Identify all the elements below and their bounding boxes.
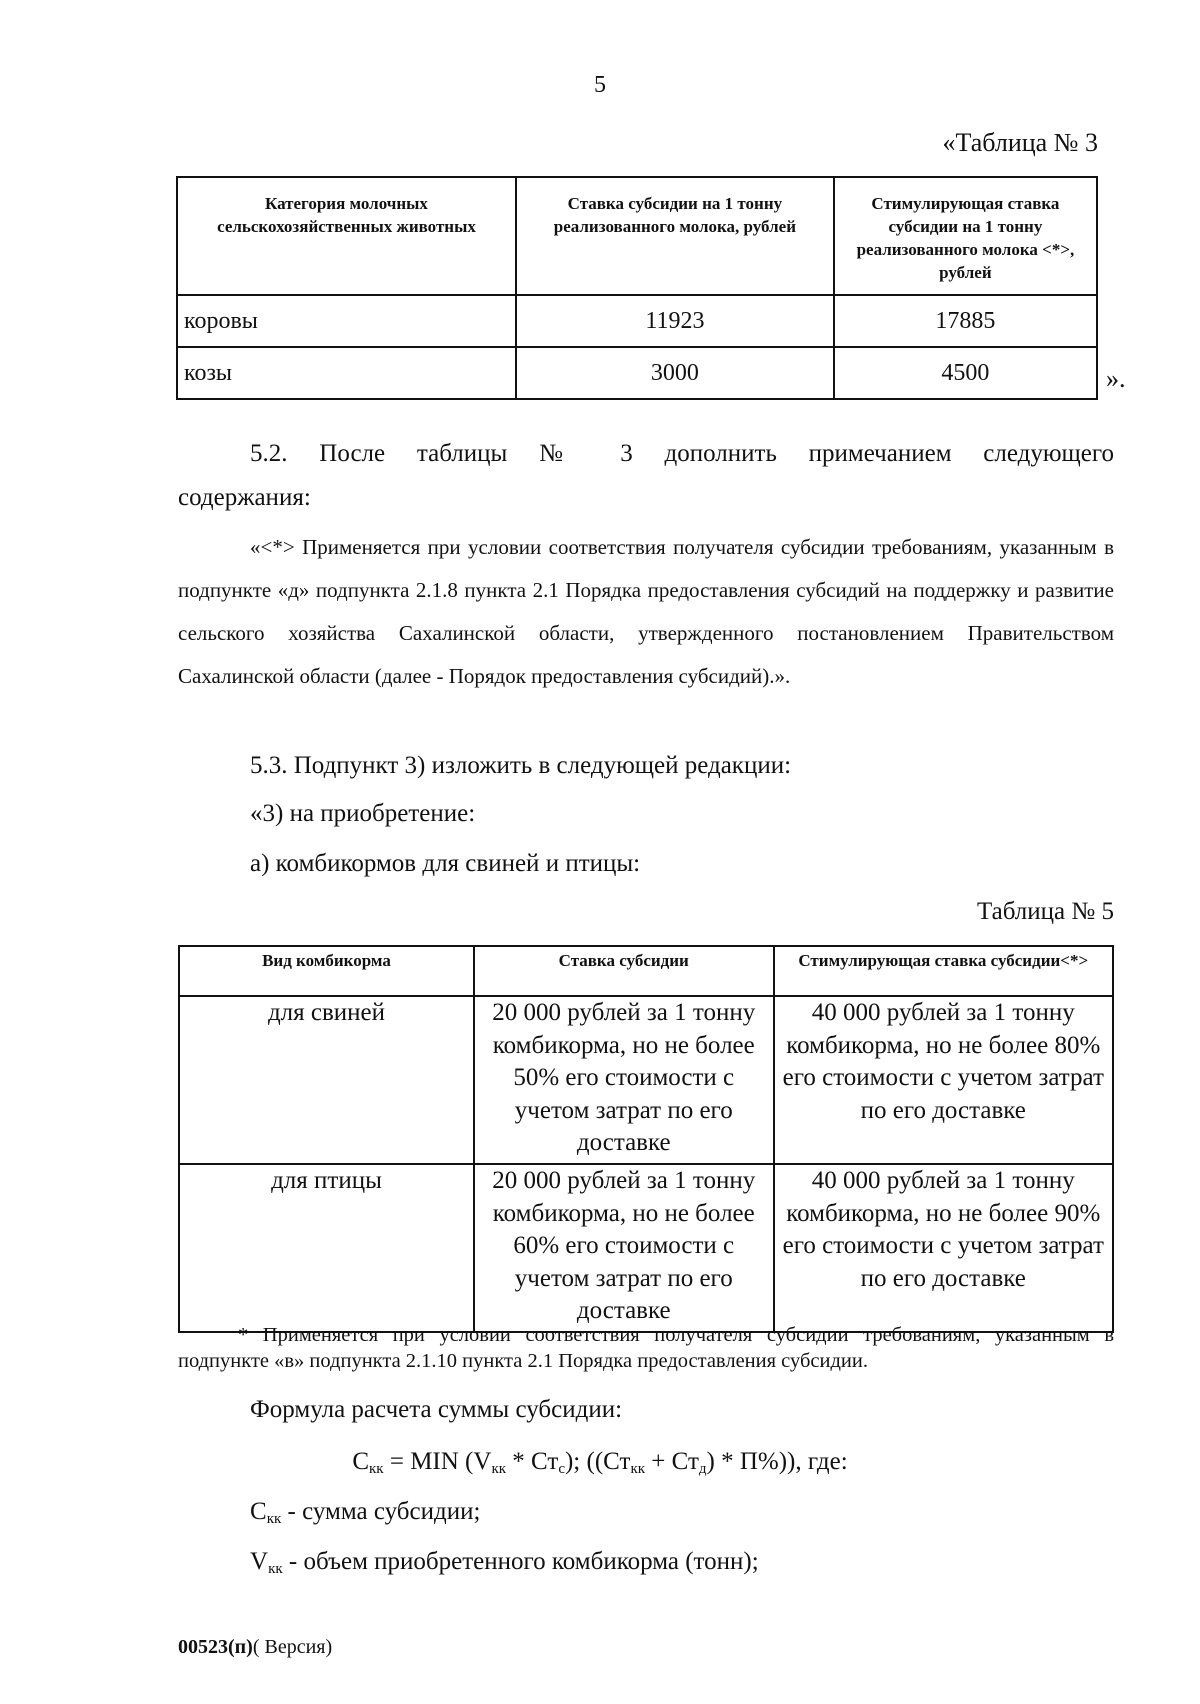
document-code: 00523(п): [178, 1636, 253, 1658]
table3-header-rate: Ставка субсидии на 1 тонну реализованного молока, рублей: [516, 177, 834, 295]
table5-cell-rate: 20 000 рублей за 1 тонну комбикорма, но не более 60% его стоимости с учетом затрат по его доставке: [474, 1164, 774, 1332]
table5: [178, 945, 1114, 1333]
table5-cell-kind: для свиней: [179, 996, 474, 1164]
paragraph-5-2-line1: 5.2. После таблицы № 3 дополнить примечанием следующего: [250, 440, 1114, 467]
table5-title: Таблица № 5: [976, 898, 1114, 925]
document-footer: [178, 1636, 332, 1659]
table3-cell-stimulus: 4500: [834, 347, 1097, 399]
table-row: [177, 347, 1097, 399]
formula-subscript: кк: [491, 1461, 507, 1477]
definition-subscript: кк: [266, 1511, 282, 1527]
table5-cell-stimulus: 40 000 рублей за 1 тонну комбикорма, но не более 80% его стоимости с учетом затрат по его доставке: [774, 996, 1113, 1164]
table3: [176, 176, 1098, 400]
table3-header-category: Категория молочных сельскохозяйственных животных: [177, 177, 516, 295]
item-3: «3) на приобретение:: [250, 800, 476, 827]
table3-header-stimulus: Стимулирующая ставка субсидии на 1 тонну реализованного молока <*>, рублей: [834, 177, 1097, 295]
table-row: [179, 996, 1113, 1164]
page-number: 5: [594, 72, 606, 98]
formula-text: + Ст: [645, 1448, 699, 1475]
paragraph-5-3: 5.3. Подпункт 3) изложить в следующей редакции:: [250, 752, 792, 779]
table3-closing-quote: ».: [1106, 364, 1126, 393]
formula-text: ); ((Ст: [564, 1448, 631, 1475]
definition-subscript: кк: [268, 1561, 283, 1577]
table5-header-stimulus: Стимулирующая ставка субсидии<*>: [774, 946, 1113, 996]
table5-header-kind: Вид комбикорма: [179, 946, 474, 996]
definition-symbol: С: [250, 1498, 267, 1525]
table3-title: «Таблица № 3: [942, 128, 1098, 157]
formula-intro: Формула расчета суммы субсидии:: [250, 1396, 623, 1423]
table3-cell-category: козы: [177, 347, 516, 399]
document-version: ( Версия): [252, 1636, 333, 1658]
definition-text: - сумма субсидии;: [281, 1498, 481, 1525]
table3-header-row: [177, 177, 1097, 295]
formula-text: * Ст: [506, 1448, 559, 1475]
table3-cell-stimulus: 17885: [834, 295, 1097, 347]
formula-subscript: с: [558, 1461, 565, 1477]
footnote: * Применяется при условии соответствия получателя субсидии требованиям, указанным в подпункте «в» подпункта 2.1.10 пункта 2.1 Порядка предоставления субсидии.: [178, 1324, 1114, 1372]
formula-symbol: V: [473, 1448, 492, 1475]
table-row: [179, 1164, 1113, 1332]
table3-cell-rate: 3000: [516, 347, 834, 399]
definition-text: - объем приобретенного комбикорма (тонн);: [282, 1548, 759, 1575]
table5-header-rate: Ставка субсидии: [474, 946, 774, 996]
table-row: [177, 295, 1097, 347]
formula-symbol: С: [352, 1448, 370, 1475]
definition-v: [250, 1548, 759, 1578]
note-paragraph: «<*> Применяется при условии соответствия получателя субсидии требованиям, указанным в подпункте «д» подпункта 2.1.8 пункта 2.1 Порядка предоставления субсидий на поддержку и развитие сельского хозяйства Сахалинской области, утвержденного постановлением Правительством Сахалинской области (далее - Порядок предоставления субсидий).».: [178, 535, 1114, 688]
table5-cell-rate: 20 000 рублей за 1 тонну комбикорма, но не более 50% его стоимости с учетом затрат по его доставке: [474, 996, 774, 1164]
formula-text: = MIN (: [383, 1448, 474, 1475]
table5-header-row: [179, 946, 1113, 996]
table3-cell-category: коровы: [177, 295, 516, 347]
formula: [0, 1448, 1200, 1478]
table5-cell-stimulus: 40 000 рублей за 1 тонну комбикорма, но не более 90% его стоимости с учетом затрат по его доставке: [774, 1164, 1113, 1332]
definition-c: [250, 1498, 480, 1528]
formula-subscript: кк: [369, 1461, 384, 1477]
table5-cell-kind: для птицы: [179, 1164, 474, 1332]
table3-cell-rate: 11923: [516, 295, 834, 347]
item-a: а) комбикормов для свиней и птицы:: [250, 850, 641, 877]
formula-subscript: кк: [630, 1461, 646, 1477]
paragraph-5-2-line2: содержания:: [178, 484, 311, 511]
formula-text: ) * П%)), где:: [706, 1448, 848, 1475]
formula-subscript: д: [698, 1461, 707, 1477]
definition-symbol: V: [250, 1548, 269, 1575]
